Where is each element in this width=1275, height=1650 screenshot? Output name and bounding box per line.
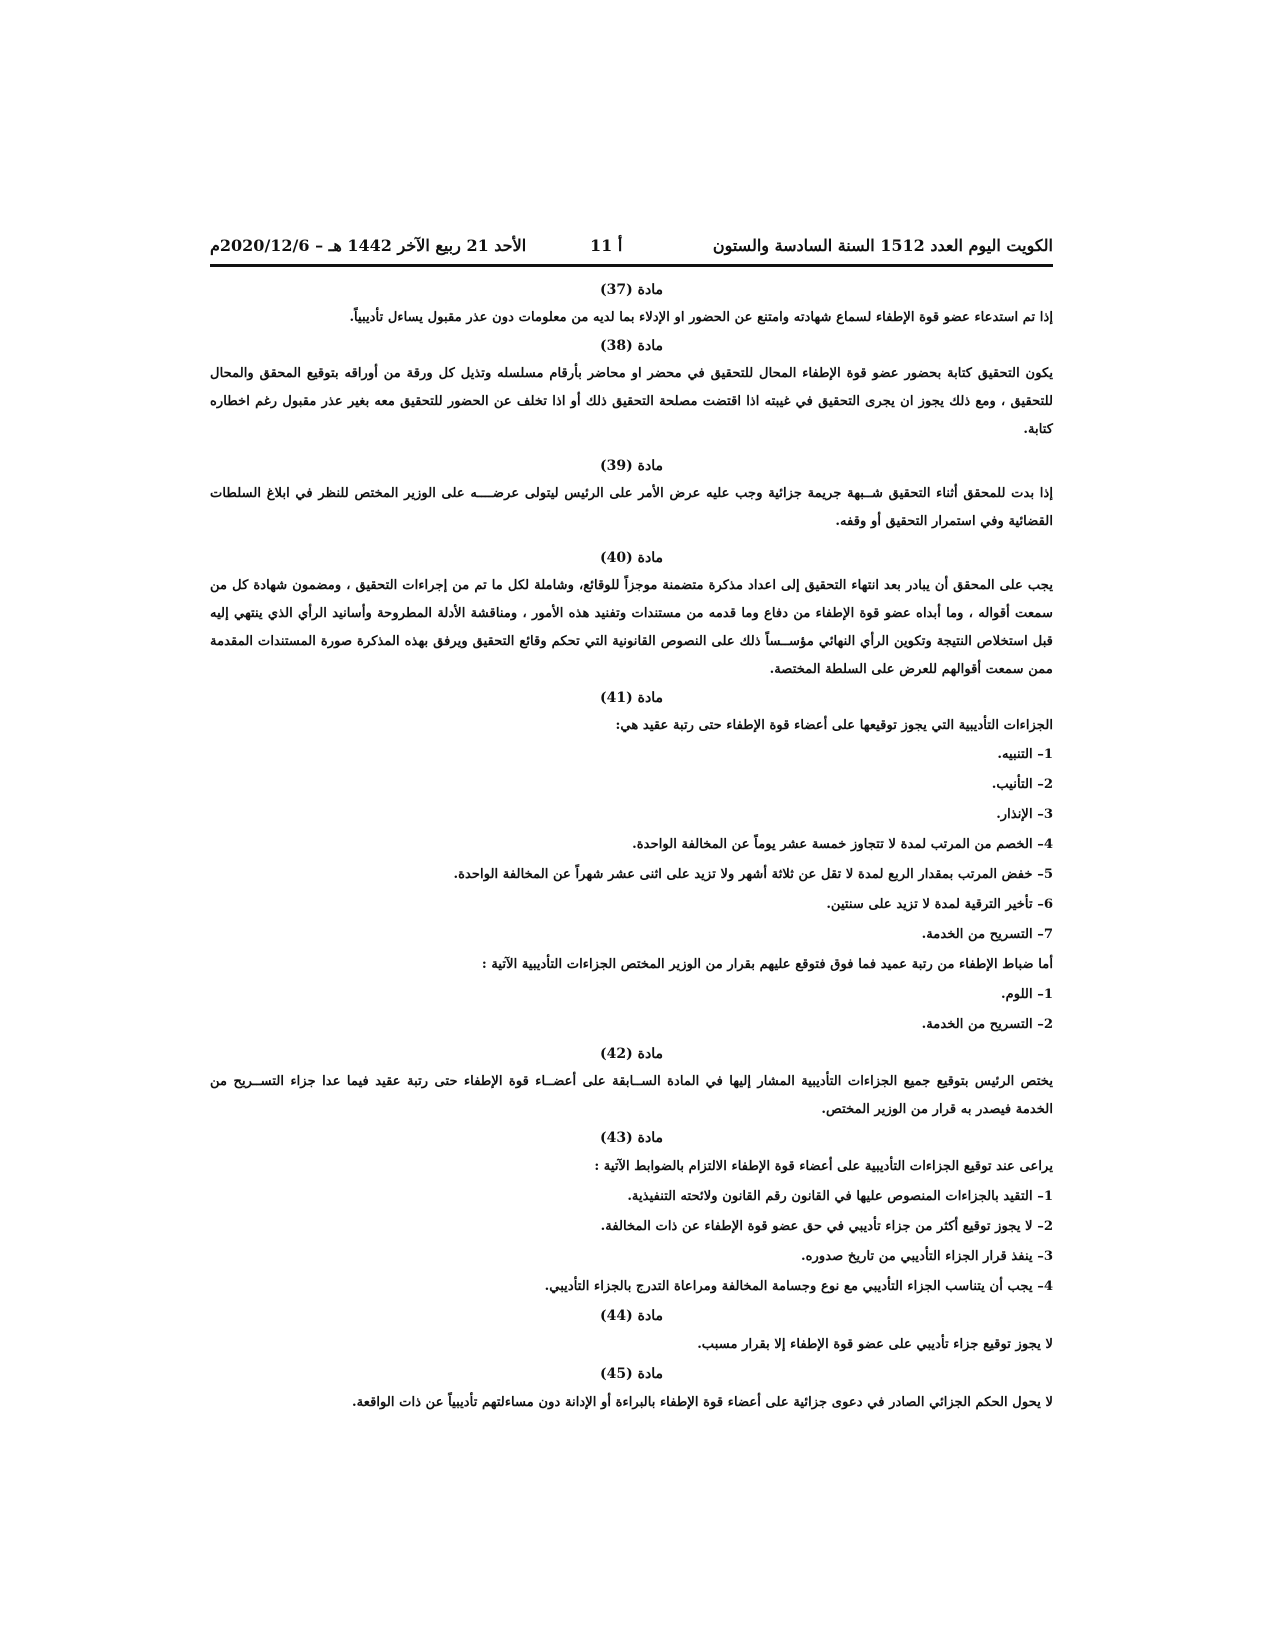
article-44 [210, 1302, 1053, 1360]
article-37 [210, 276, 1053, 332]
article-text: لا يحول الحكم الجزائي الصادر في دعوى جزائية على أعضاء قوة الإطفاء بالبراءة أو الإدانة دون مساءلتهم تأديبياً عن ذات الواقعة. [352, 1395, 1053, 1410]
list-item: 2– لا يجوز توقيع أكثر من جزاء تأديبي في حق عضو قوة الإطفاء عن ذات المخالفة. [600, 1219, 1053, 1234]
list-item: 4– الخصم من المرتب لمدة لا تتجاوز خمسة عشر يوماً عن المخالفة الواحدة. [632, 837, 1053, 852]
list-item: 1– التنبيه. [997, 747, 1053, 762]
list-item: 4– يجب أن يتناسب الجزاء التأديبي مع نوع وجسامة المخالفة ومراعاة التدرج بالجزاء التأديبي. [544, 1279, 1053, 1294]
article-45 [210, 1360, 1053, 1418]
list-item: 1– اللوم. [1001, 987, 1053, 1002]
list-item: 2– التأنيب. [991, 777, 1053, 792]
article-text: إذا بدت للمحقق أثناء التحقيق شــبهة جريمة جزائية وجب عليه عرض الأمر على الرئيس ليتولى عرضــــه على الوزير المختص للنظر في ابلاغ السلطات القضائية وفي استمرار التحقيق أو وقفه. [210, 486, 1053, 529]
list-item: 7– التسريح من الخدمة. [921, 927, 1053, 942]
header-divider [210, 264, 1053, 267]
article-41 [210, 684, 1053, 1040]
article-title: مادة (45) [600, 1366, 663, 1382]
article-text: يراعى عند توقيع الجزاءات التأديبية على أعضاء قوة الإطفاء الالتزام بالضوابط الآتية : [594, 1159, 1053, 1174]
article-text: إذا تم استدعاء عضو قوة الإطفاء لسماع شهادته وامتنع عن الحضور او الإدلاء بما لديه من معلومات دون عذر مقبول يساءل تأديبياً. [349, 310, 1053, 325]
article-title: مادة (44) [600, 1308, 663, 1324]
list-item: 2– التسريح من الخدمة. [921, 1017, 1053, 1032]
article-title: مادة (43) [600, 1130, 663, 1146]
list-item: 3– ينفذ قرار الجزاء التأديبي من تاريخ صدوره. [800, 1249, 1053, 1264]
article-title: مادة (40) [600, 550, 663, 566]
list-item: 3– الإنذار. [996, 807, 1053, 822]
article-text: أما ضباط الإطفاء من رتبة عميد فما فوق فتوقع عليهم بقرار من الوزير المختص الجزاءات التأديبية الآتية : [481, 957, 1053, 972]
article-title: مادة (41) [600, 690, 663, 706]
article-38 [210, 332, 1053, 444]
article-title: مادة (42) [600, 1046, 663, 1062]
article-42 [210, 1040, 1053, 1124]
publication-info: الكويت اليوم العدد 1512 السنة السادسة والستون [712, 236, 1053, 255]
article-43 [210, 1124, 1053, 1302]
list-item: 5– خفض المرتب بمقدار الربع لمدة لا تقل عن ثلاثة أشهر ولا تزيد على اثنى عشر شهراً عن المخالفة الواحدة. [453, 867, 1053, 882]
article-title: مادة (39) [600, 458, 663, 474]
article-title: مادة (37) [600, 282, 663, 298]
articles-body [210, 276, 1053, 1418]
list-item: 1– التقيد بالجزاءات المنصوص عليها في القانون رقم القانون ولائحته التنفيذية. [627, 1189, 1053, 1204]
article-40 [210, 544, 1053, 684]
article-39 [210, 452, 1053, 536]
article-text: الجزاءات التأديبية التي يجوز توقيعها على أعضاء قوة الإطفاء حتى رتبة عقيد هي: [615, 718, 1053, 733]
issue-date: الأحد 21 ربيع الآخر 1442 هـ – 2020/12/6م [210, 236, 527, 255]
article-text: يجب على المحقق أن يبادر بعد انتهاء التحقيق إلى اعداد مذكرة متضمنة موجزاً للوقائع، وشاملة لكل ما تم من إجراءات التحقيق ، ومضمون شهادة كل من سمعت أقواله ، وما أبداه عضو قوة الإطفاء من دفاع وما قدمه من مستندات وتفنيد هذه الأمور ، ومناقشة الأدلة المطروحة وأسانيد الرأي الذي ينتهي إليه قبل استخلاص النتيجة وتكوين الرأي النهائي مؤســساً ذلك على النصوص القانونية التي تحكم وقائع التحقيق ويرفق بهذه المذكرة صورة المستندات المقدمة ممن سمعت أقوالهم للعرض على السلطة المختصة. [210, 578, 1053, 677]
list-item: 6– تأخير الترقية لمدة لا تزيد على سنتين. [826, 897, 1053, 912]
article-text: لا يجوز توقيع جزاء تأديبي على عضو قوة الإطفاء إلا بقرار مسبب. [697, 1337, 1053, 1352]
article-text: يكون التحقيق كتابة بحضور عضو قوة الإطفاء المحال للتحقيق في محضر او محاضر بأرقام مسلسله وتذيل كل ورقة من أوراقه بتوقيع المحقق والمحال للتحقيق ، ومع ذلك يجوز ان يجرى التحقيق في غيبته اذا اقتضت مصلحة التحقيق ذلك أو اذا تخلف عن الحضور للتحقيق معه بغير عذر مقبول رغم اخطاره كتابة. [210, 366, 1053, 437]
article-title: مادة (38) [600, 338, 663, 354]
page-number: أ 11 [590, 236, 623, 255]
article-text: يختص الرئيس بتوقيع جميع الجزاءات التأديبية المشار إليها في المادة الســابقة على أعضــاء قوة الإطفاء حتى رتبة عقيد فيما عدا جزاء التســريح من الخدمة فيصدر به قرار من الوزير المختص. [210, 1074, 1053, 1117]
page-header [210, 232, 1053, 262]
